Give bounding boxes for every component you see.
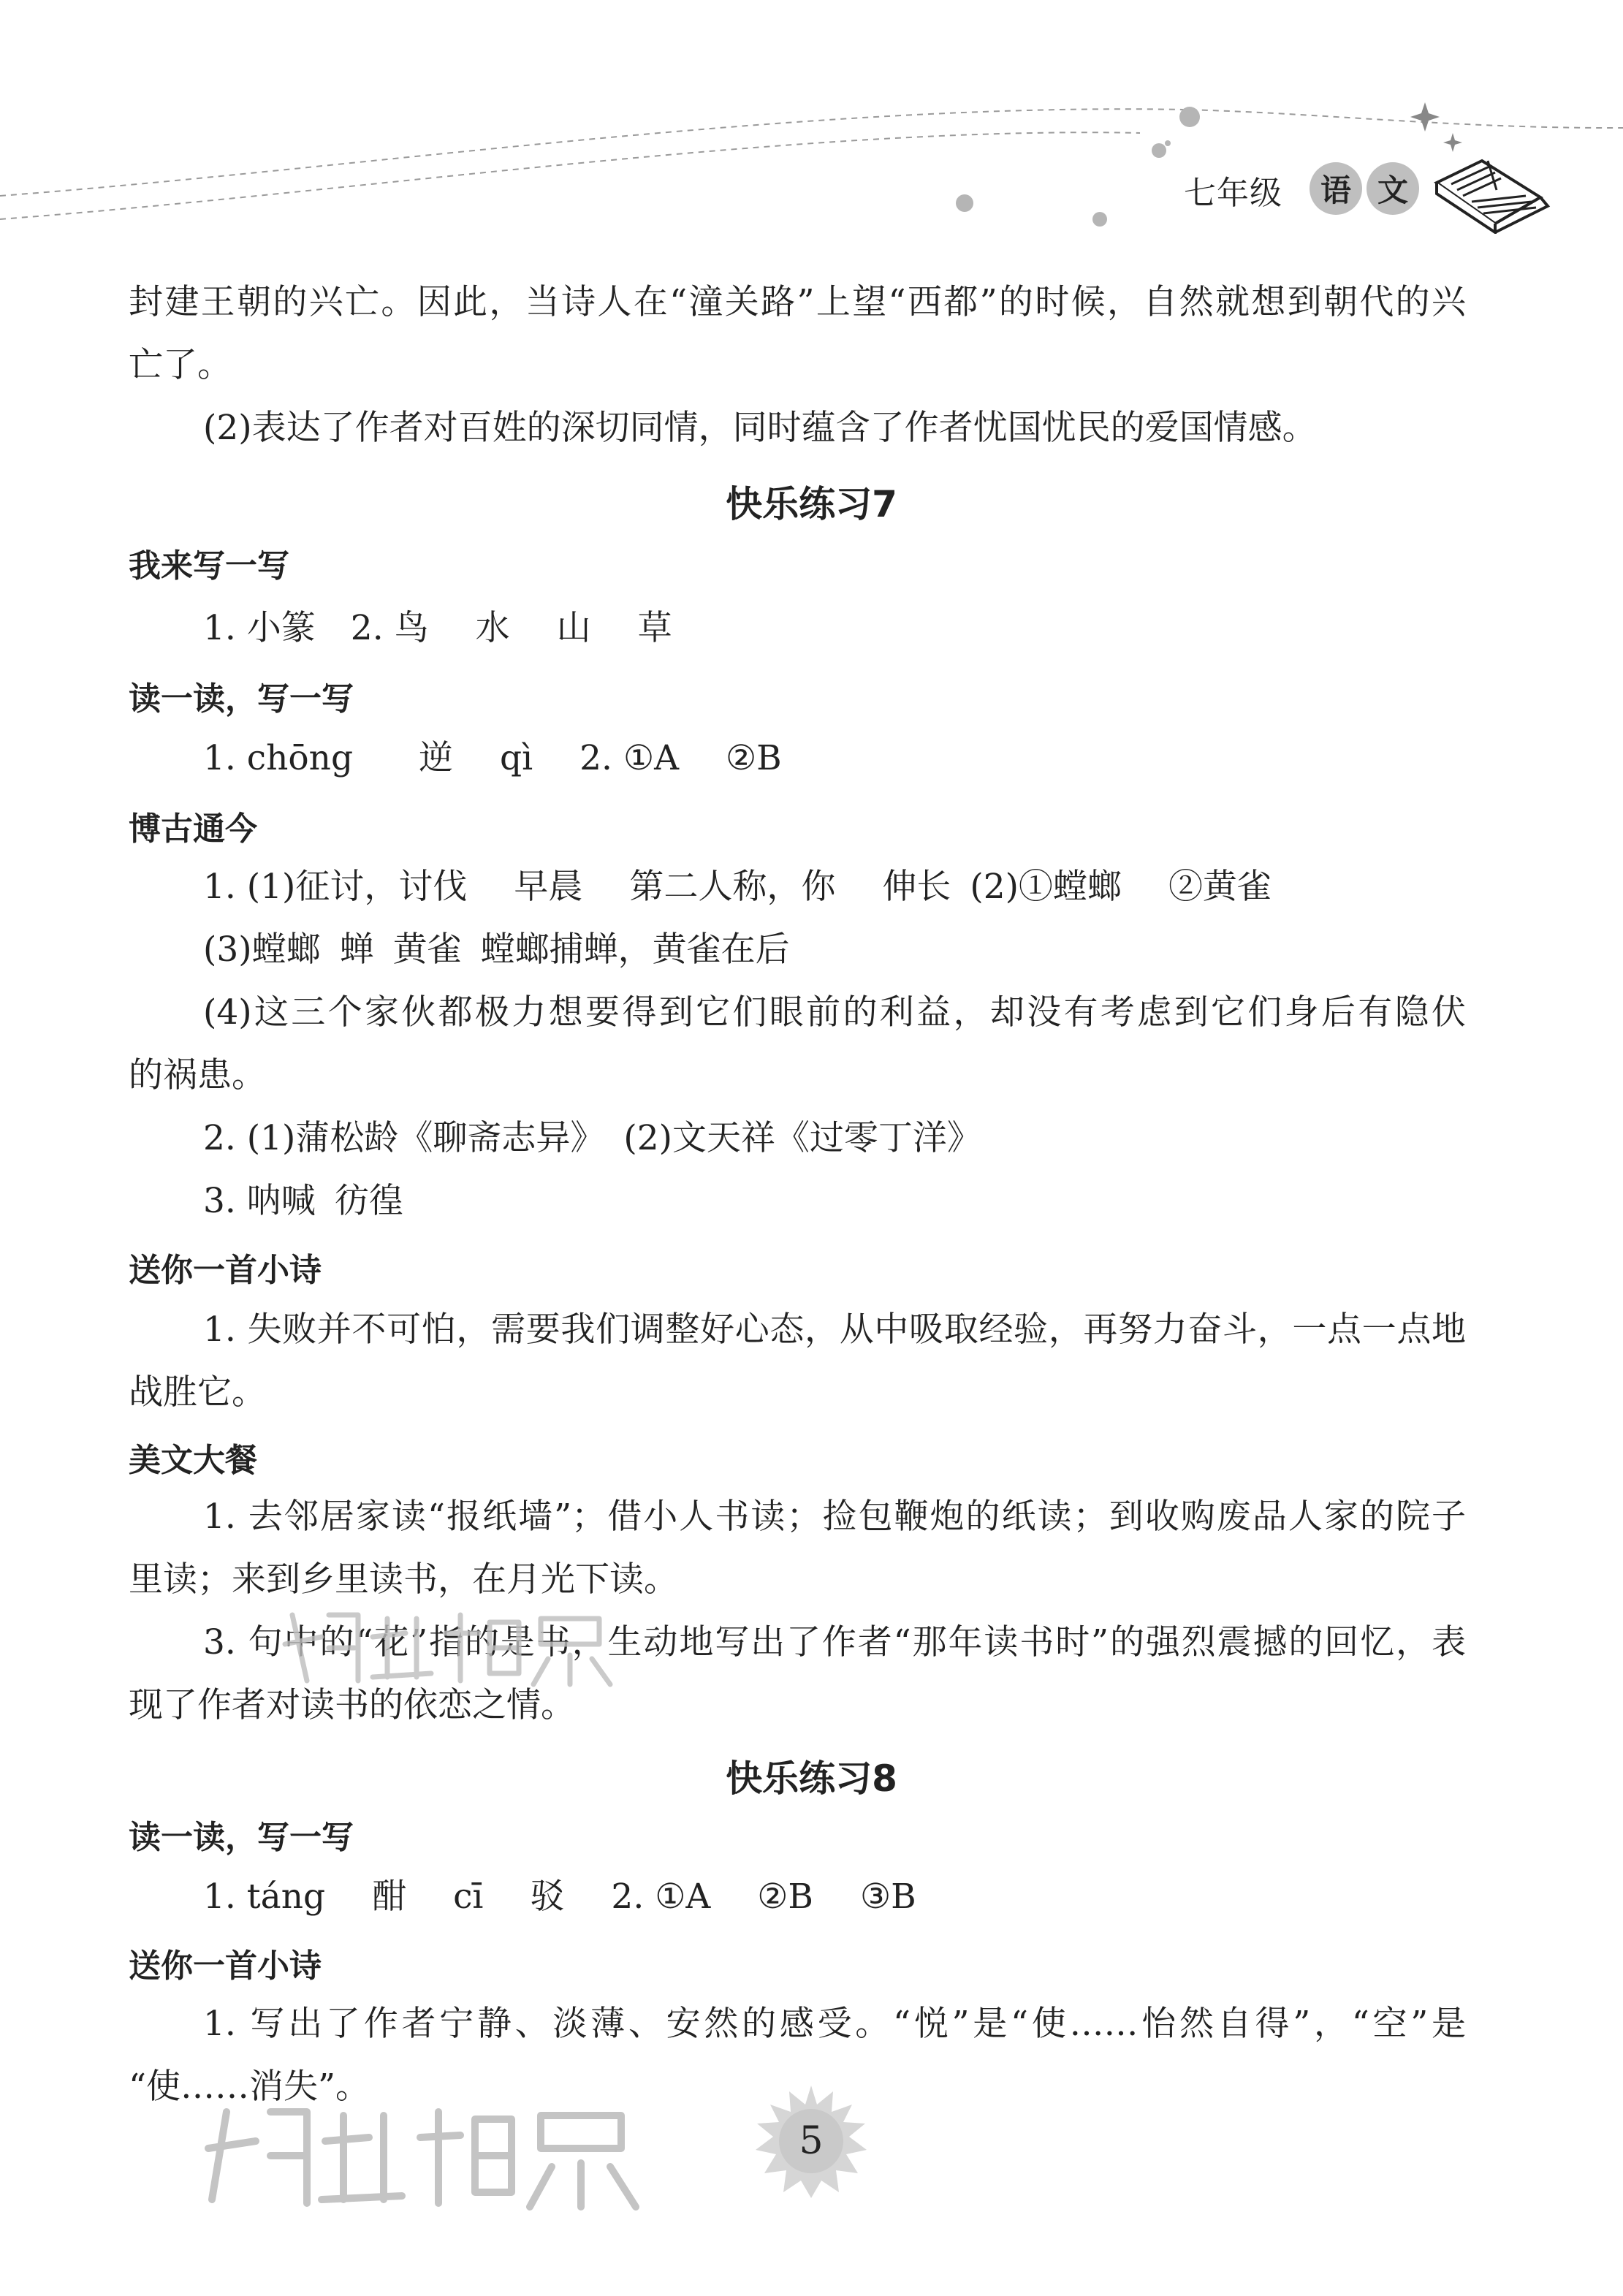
- answer-item: 2. ①A: [579, 738, 680, 778]
- answer-item: 2. 鸟: [350, 608, 429, 648]
- answer-item: qì: [500, 738, 533, 778]
- answer-item: ②B: [726, 738, 782, 778]
- paragraph-line: 里读；来到乡里读书，在月光下读。: [129, 1559, 678, 1600]
- open-book-icon: [1431, 153, 1555, 234]
- answer-line: [203, 607, 1466, 650]
- answer-item: ②B: [757, 1877, 813, 1917]
- answer-line: [203, 1875, 1466, 1919]
- answer-line: [203, 928, 1466, 972]
- paragraph-line: “使……消失”。: [129, 2067, 370, 2107]
- paragraph-line: 亡了。: [129, 345, 232, 385]
- subject-badge: 语: [1310, 162, 1362, 215]
- paragraph-line: 1. 去邻居家读“报纸墙”；借小人书读；捡包鞭炮的纸读；到收购废品人家的院子: [203, 1497, 1466, 1537]
- answer-item: 1. chōng: [203, 738, 354, 778]
- answer-item: 山: [556, 608, 591, 648]
- watermark-logo: [197, 2090, 650, 2214]
- answer-item: 酣: [372, 1877, 407, 1917]
- paragraph-line: 现了作者对读书的依恋之情。: [129, 1685, 575, 1725]
- answer-item: 水: [475, 608, 510, 648]
- paragraph-line: 1. 失败并不可怕，需要我们调整好心态，从中吸取经验，再努力奋斗，一点一点地: [203, 1309, 1466, 1350]
- subsection-title: 送你一首小诗: [129, 1252, 322, 1289]
- section-heading: 快乐练习7: [726, 483, 897, 525]
- paragraph-line: 的祸患。: [129, 1055, 266, 1095]
- paragraph-line: (4)这三个家伙都极力想要得到它们眼前的利益，却没有考虑到它们身后有隐伏: [203, 992, 1466, 1033]
- answer-item: cī: [453, 1877, 484, 1917]
- answer-line: [203, 737, 1466, 780]
- answer-item: ②黄雀: [1168, 867, 1272, 907]
- subsection-title: 送你一首小诗: [129, 1947, 322, 1985]
- subsection-title: 读一读，写一写: [129, 1819, 354, 1856]
- answer-item: 草: [637, 608, 672, 648]
- answer-line: [203, 1117, 1466, 1160]
- answer-item: 驳: [530, 1877, 565, 1917]
- answer-item: 2. (1)蒲松龄《聊斋志异》: [203, 1118, 605, 1158]
- answer-item: (2)文天祥《过零丁洋》: [623, 1118, 981, 1158]
- answer-item: (2)①螳螂: [970, 867, 1122, 907]
- header-decoration: [0, 0, 1623, 263]
- watermark-graphic: [278, 1593, 628, 1695]
- paragraph-line: 1. 写出了作者宁静、淡薄、安然的感受。“悦”是“使……怡然自得”，“空”是: [203, 2004, 1466, 2044]
- subject-badge: 文: [1367, 162, 1419, 215]
- answer-item: 蝉: [339, 930, 374, 970]
- answer-item: 1. (1)征讨，讨伐: [203, 867, 468, 907]
- answer-item: 2. ①A: [611, 1877, 711, 1917]
- page-number-badge: [753, 2083, 870, 2200]
- answer-line: [203, 1179, 1466, 1223]
- answer-item: 早晨: [514, 867, 583, 907]
- page-number: 5: [799, 2119, 824, 2163]
- paragraph-line: (2)表达了作者对百姓的深切同情，同时蕴含了作者忧国忧民的爱国情感。: [203, 408, 1317, 448]
- grade-label: 七年级: [1184, 175, 1282, 212]
- answer-item: 彷徨: [334, 1181, 403, 1221]
- answer-item: 逆: [419, 738, 454, 778]
- paragraph-line: 封建王朝的兴亡。因此，当诗人在“潼关路”上望“西都”的时候，自然就想到朝代的兴: [129, 282, 1466, 322]
- subsection-title: 美文大餐: [129, 1442, 257, 1479]
- subsection-title: 读一读，写一写: [129, 680, 354, 718]
- answer-item: 黄雀: [392, 930, 462, 970]
- paragraph-line: 战胜它。: [129, 1372, 266, 1413]
- answer-item: ③B: [859, 1877, 916, 1917]
- paragraph-line: 3. 句中的“花”指的是书，生动地写出了作者“那年读书时”的强烈震撼的回忆，表: [203, 1622, 1466, 1662]
- answer-line: [203, 865, 1466, 909]
- answer-item: 伸长: [882, 867, 951, 907]
- answer-item: 第二人称，你: [629, 867, 836, 907]
- answer-item: 1. táng: [203, 1877, 326, 1917]
- answer-item: 3. 呐喊: [203, 1181, 316, 1221]
- answer-item: 螳螂捕蝉，黄雀在后: [480, 930, 790, 970]
- section-heading: 快乐练习8: [726, 1757, 897, 1800]
- answer-item: 1. 小篆: [203, 608, 316, 648]
- subsection-title: 我来写一写: [129, 547, 289, 585]
- subsection-title: 博古通今: [129, 810, 257, 848]
- answer-item: (3)螳螂: [203, 930, 321, 970]
